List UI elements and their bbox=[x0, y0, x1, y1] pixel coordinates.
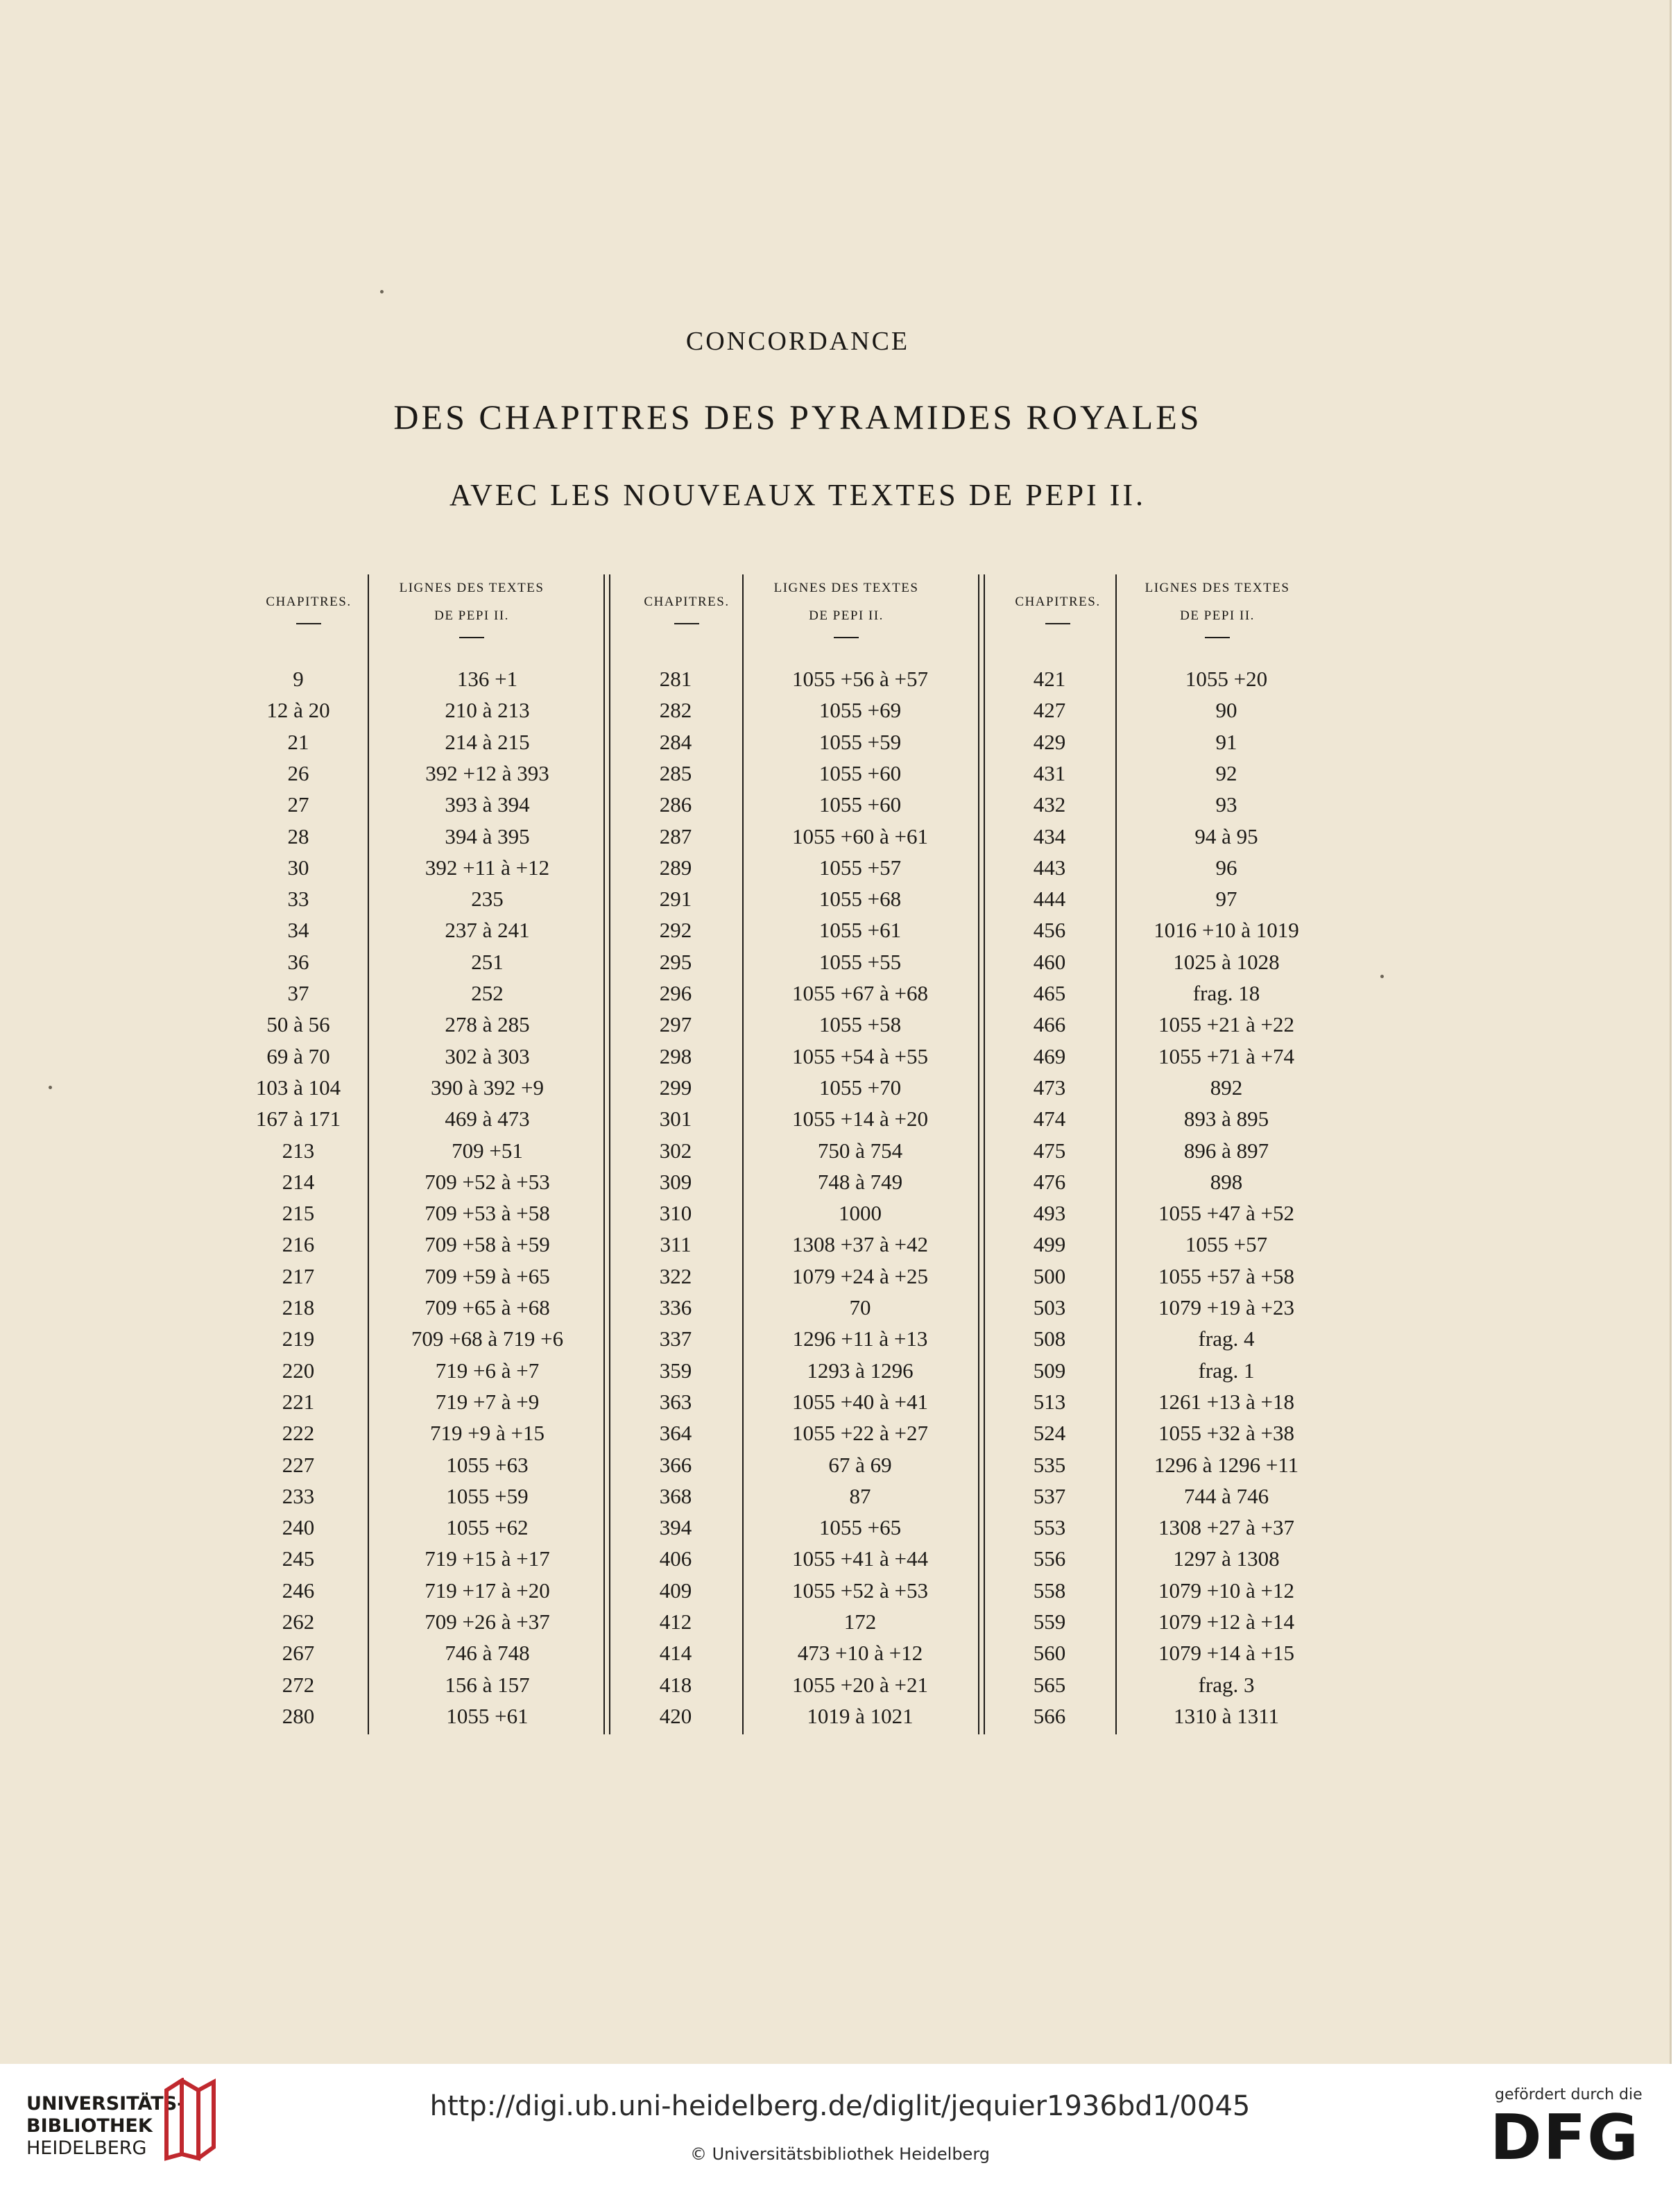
lignes-cell: 1055 +68 bbox=[818, 887, 902, 912]
document-subtitle: DES CHAPITRES DES PYRAMIDES ROYALES bbox=[393, 398, 1202, 436]
lignes-cell: 1293 à 1296 bbox=[807, 1358, 914, 1383]
chapitre-cell: 220 bbox=[282, 1358, 315, 1383]
chapitre-cell: 469 bbox=[1033, 1043, 1066, 1068]
lignes-cell: 70 bbox=[849, 1295, 871, 1320]
lignes-cell: 237 à 241 bbox=[445, 918, 530, 943]
lignes-cell: 709 +52 à +53 bbox=[425, 1169, 550, 1194]
chapitre-cell: 503 bbox=[1033, 1295, 1066, 1320]
lignes-cell: 252 bbox=[471, 981, 504, 1005]
chapitre-cell: 456 bbox=[1033, 918, 1066, 943]
chapitre-cell: 287 bbox=[659, 823, 692, 848]
chapitre-cell: 289 bbox=[659, 855, 692, 880]
lignes-cell: 1055 +65 bbox=[818, 1515, 902, 1540]
chapitre-cell: 524 bbox=[1033, 1421, 1066, 1446]
chapitre-cell: 473 bbox=[1033, 1075, 1066, 1100]
chapitre-cell: 537 bbox=[1033, 1483, 1066, 1508]
lignes-cell: 278 à 285 bbox=[445, 1012, 530, 1037]
lignes-cell: 893 à 895 bbox=[1183, 1107, 1269, 1132]
lignes-cell: 1055 +71 à +74 bbox=[1158, 1043, 1294, 1068]
lignes-cell: 97 bbox=[1215, 887, 1237, 912]
lignes-cell: 748 à 749 bbox=[817, 1169, 903, 1194]
lignes-cell: 1079 +14 à +15 bbox=[1158, 1641, 1294, 1666]
lignes-cell: 709 +59 à +65 bbox=[425, 1263, 550, 1288]
lignes-cell: 1016 +10 à 1019 bbox=[1154, 918, 1299, 943]
lignes-cell: 719 +9 à +15 bbox=[430, 1421, 545, 1446]
chapitre-cell: 295 bbox=[659, 949, 692, 974]
document-subtitle-2: AVEC LES NOUVEAUX TEXTES DE PEPI II. bbox=[449, 478, 1147, 512]
lignes-cell: 746 à 748 bbox=[445, 1641, 530, 1666]
chapitre-cell: 222 bbox=[282, 1421, 315, 1446]
chapitre-cell: 434 bbox=[1033, 823, 1066, 848]
lignes-cell: 235 bbox=[471, 887, 504, 912]
lignes-cell: 898 bbox=[1210, 1169, 1243, 1194]
lignes-cell: 1055 +56 à +57 bbox=[792, 667, 928, 691]
chapitre-cell: 219 bbox=[282, 1326, 315, 1351]
chapitre-cell: 292 bbox=[659, 918, 692, 943]
chapitre-cell: 336 bbox=[659, 1295, 692, 1320]
chapitre-cell: 34 bbox=[287, 918, 309, 943]
lignes-cell: 1055 +32 à +38 bbox=[1158, 1421, 1294, 1446]
lignes-cell: 1055 +41 à +44 bbox=[792, 1546, 928, 1571]
chapitre-cell: 302 bbox=[659, 1138, 692, 1163]
chapitre-cell: 309 bbox=[659, 1169, 692, 1194]
lignes-cell: 67 à 69 bbox=[828, 1452, 892, 1477]
lignes-cell: 96 bbox=[1215, 855, 1237, 880]
library-name-line: HEIDELBERG bbox=[26, 2137, 147, 2159]
chapitre-cell: 427 bbox=[1033, 698, 1066, 723]
chapitre-cell: 299 bbox=[659, 1075, 692, 1100]
chapitre-cell: 26 bbox=[287, 760, 309, 785]
concordance-table bbox=[225, 574, 1335, 1733]
copyright-notice: © Universitätsbibliothek Heidelberg bbox=[689, 2144, 990, 2164]
chapitre-cell: 558 bbox=[1033, 1578, 1066, 1603]
lignes-cell: 1055 +70 bbox=[818, 1075, 902, 1100]
lignes-cell: 1296 à 1296 +11 bbox=[1154, 1452, 1299, 1477]
lignes-cell: 1079 +10 à +12 bbox=[1158, 1578, 1294, 1603]
chapitre-cell: 12 à 20 bbox=[266, 698, 330, 723]
permalink-url[interactable]: http://digi.ub.uni-heidelberg.de/diglit/jequier1936bd1/0045 bbox=[429, 2090, 1251, 2122]
chapitre-cell: 215 bbox=[282, 1201, 315, 1226]
library-name-line: BIBLIOTHEK bbox=[26, 2115, 153, 2137]
chapitre-cell: 103 à 104 bbox=[255, 1075, 341, 1100]
lignes-cell: 719 +17 à +20 bbox=[425, 1578, 550, 1603]
lignes-cell: 1055 +20 à +21 bbox=[792, 1672, 928, 1697]
header-lignes: LIGNES DES TEXTES DE PEPI II. bbox=[371, 574, 572, 638]
lignes-cell: 214 à 215 bbox=[445, 729, 530, 754]
lignes-cell: 1261 +13 à +18 bbox=[1158, 1389, 1294, 1414]
lignes-cell: 1055 +60 bbox=[818, 792, 902, 817]
chapitre-cell: 272 bbox=[282, 1672, 315, 1697]
chapitre-cell: 297 bbox=[659, 1012, 692, 1037]
lignes-cell: 1019 à 1021 bbox=[807, 1703, 914, 1728]
chapitre-cell: 310 bbox=[659, 1201, 692, 1226]
lignes-cell: 1000 bbox=[839, 1201, 882, 1226]
chapitre-cell: 429 bbox=[1033, 729, 1066, 754]
lignes-cell: 172 bbox=[843, 1609, 877, 1634]
lignes-cell: 251 bbox=[471, 949, 504, 974]
lignes-cell: 719 +6 à +7 bbox=[435, 1358, 540, 1383]
chapitre-cell: 535 bbox=[1033, 1452, 1066, 1477]
lignes-cell: 302 à 303 bbox=[445, 1043, 530, 1068]
chapitre-cell: 227 bbox=[282, 1452, 315, 1477]
chapitre-cell: 553 bbox=[1033, 1515, 1066, 1540]
sponsor-label: gefördert durch die bbox=[1495, 2086, 1643, 2103]
lignes-cell: 1055 +58 bbox=[818, 1012, 902, 1037]
lignes-cell: 392 +12 à 393 bbox=[425, 760, 549, 785]
chapitre-cell: 368 bbox=[659, 1483, 692, 1508]
lignes-cell: 709 +65 à +68 bbox=[425, 1295, 550, 1320]
lignes-cell: 1055 +63 bbox=[446, 1452, 529, 1477]
lignes-cell: 390 à 392 +9 bbox=[431, 1075, 544, 1100]
chapitre-cell: 291 bbox=[659, 887, 692, 912]
chapitre-cell: 337 bbox=[659, 1326, 692, 1351]
chapitre-cell: 556 bbox=[1033, 1546, 1066, 1571]
chapitre-cell: 460 bbox=[1033, 949, 1066, 974]
document-title: CONCORDANCE bbox=[685, 327, 910, 356]
chapitre-cell: 414 bbox=[659, 1641, 692, 1666]
lignes-cell: 393 à 394 bbox=[445, 792, 530, 817]
lignes-cell: 90 bbox=[1215, 698, 1237, 723]
chapitre-cell: 432 bbox=[1033, 792, 1066, 817]
lignes-cell: 1055 +61 bbox=[818, 918, 902, 943]
lignes-cell: 1079 +12 à +14 bbox=[1158, 1609, 1294, 1634]
chapitre-cell: 560 bbox=[1033, 1641, 1066, 1666]
chapitre-cell: 240 bbox=[282, 1515, 315, 1540]
chapitre-cell: 30 bbox=[287, 855, 309, 880]
chapitre-cell: 267 bbox=[282, 1641, 315, 1666]
chapitre-cell: 566 bbox=[1033, 1703, 1066, 1728]
lignes-cell: 719 +15 à +17 bbox=[425, 1546, 550, 1571]
chapitre-cell: 27 bbox=[287, 792, 309, 817]
lignes-cell: 1055 +52 à +53 bbox=[792, 1578, 928, 1603]
chapitre-cell: 465 bbox=[1033, 981, 1066, 1005]
lignes-cell: 709 +58 à +59 bbox=[425, 1232, 550, 1257]
lignes-cell: 136 +1 bbox=[456, 667, 518, 691]
chapitre-cell: 221 bbox=[282, 1389, 315, 1414]
header-lignes: LIGNES DES TEXTES DE PEPI II. bbox=[746, 574, 947, 638]
chapitre-cell: 322 bbox=[659, 1263, 692, 1288]
lignes-cell: 709 +51 bbox=[452, 1138, 523, 1163]
chapitre-cell: 217 bbox=[282, 1263, 315, 1288]
lignes-cell: 1055 +62 bbox=[446, 1515, 529, 1540]
chapitre-cell: 311 bbox=[660, 1232, 692, 1257]
chapitre-cell: 218 bbox=[282, 1295, 315, 1320]
lignes-cell: 1055 +40 à +41 bbox=[792, 1389, 928, 1414]
lignes-cell: 1055 +21 à +22 bbox=[1158, 1012, 1294, 1037]
lignes-cell: 1055 +60 à +61 bbox=[792, 823, 928, 848]
chapitre-cell: 412 bbox=[659, 1609, 692, 1634]
lignes-cell: 1055 +59 bbox=[818, 729, 902, 754]
chapitre-cell: 363 bbox=[659, 1389, 692, 1414]
lignes-cell: 1055 +61 bbox=[446, 1703, 529, 1728]
chapitre-cell: 475 bbox=[1033, 1138, 1066, 1163]
chapitre-cell: 406 bbox=[659, 1546, 692, 1571]
lignes-cell: 719 +7 à +9 bbox=[435, 1389, 540, 1414]
chapitre-cell: 296 bbox=[659, 981, 692, 1005]
chapitre-cell: 366 bbox=[659, 1452, 692, 1477]
chapitre-cell: 9 bbox=[293, 667, 304, 691]
chapitre-cell: 167 à 171 bbox=[255, 1107, 341, 1132]
chapitre-cell: 214 bbox=[282, 1169, 315, 1194]
header-chapitres: CHAPITRES. bbox=[603, 588, 770, 624]
lignes-cell: 709 +68 à 719 +6 bbox=[411, 1326, 564, 1351]
library-name-line: UNIVERSITÄTS- bbox=[26, 2093, 185, 2115]
chapitre-cell: 474 bbox=[1033, 1107, 1066, 1132]
chapitre-cell: 394 bbox=[659, 1515, 692, 1540]
chapitre-cell: 280 bbox=[282, 1703, 315, 1728]
lignes-cell: 892 bbox=[1210, 1075, 1243, 1100]
chapitre-cell: 559 bbox=[1033, 1609, 1066, 1634]
chapitre-cell: 418 bbox=[659, 1672, 692, 1697]
chapitre-cell: 565 bbox=[1033, 1672, 1066, 1697]
chapitre-cell: 284 bbox=[659, 729, 692, 754]
lignes-cell: 1055 +57 bbox=[1185, 1232, 1268, 1257]
chapitre-cell: 285 bbox=[659, 760, 692, 785]
chapitre-cell: 233 bbox=[282, 1483, 315, 1508]
lignes-cell: 94 à 95 bbox=[1194, 823, 1258, 848]
lignes-cell: 93 bbox=[1215, 792, 1237, 817]
chapitre-cell: 245 bbox=[282, 1546, 315, 1571]
lignes-cell: 1308 +37 à +42 bbox=[792, 1232, 928, 1257]
lignes-cell: 87 bbox=[849, 1483, 871, 1508]
lignes-cell: frag. 3 bbox=[1198, 1672, 1255, 1697]
lignes-cell: 473 +10 à +12 bbox=[797, 1641, 923, 1666]
chapitre-cell: 431 bbox=[1033, 760, 1066, 785]
lignes-cell: 1055 +47 à +52 bbox=[1158, 1201, 1294, 1226]
lignes-cell: 1025 à 1028 bbox=[1173, 949, 1280, 974]
footer-bar bbox=[0, 2064, 1680, 2186]
lignes-cell: 1308 +27 à +37 bbox=[1158, 1515, 1294, 1540]
paper-speck bbox=[380, 290, 384, 293]
chapitre-cell: 513 bbox=[1033, 1389, 1066, 1414]
lignes-cell: 1310 à 1311 bbox=[1173, 1703, 1280, 1728]
lignes-cell: 1079 +19 à +23 bbox=[1158, 1295, 1294, 1320]
chapitre-cell: 262 bbox=[282, 1609, 315, 1634]
lignes-cell: 1055 +69 bbox=[818, 698, 902, 723]
header-chapitres: CHAPITRES. bbox=[975, 588, 1141, 624]
lignes-cell: 709 +26 à +37 bbox=[425, 1609, 550, 1634]
lignes-cell: 896 à 897 bbox=[1183, 1138, 1269, 1163]
chapitre-cell: 301 bbox=[659, 1107, 692, 1132]
lignes-cell: 744 à 746 bbox=[1183, 1483, 1269, 1508]
lignes-cell: 469 à 473 bbox=[445, 1107, 530, 1132]
column-rule bbox=[978, 574, 979, 1734]
chapitre-cell: 509 bbox=[1033, 1358, 1066, 1383]
chapitre-cell: 466 bbox=[1033, 1012, 1066, 1037]
lignes-cell: 1296 +11 à +13 bbox=[792, 1326, 928, 1351]
lignes-cell: 1055 +22 à +27 bbox=[792, 1421, 928, 1446]
lignes-cell: 750 à 754 bbox=[817, 1138, 903, 1163]
chapitre-cell: 37 bbox=[287, 981, 309, 1005]
lignes-cell: 1079 +24 à +25 bbox=[792, 1263, 928, 1288]
chapitre-cell: 282 bbox=[659, 698, 692, 723]
lignes-cell: 156 à 157 bbox=[445, 1672, 530, 1697]
chapitre-cell: 298 bbox=[659, 1043, 692, 1068]
chapitre-cell: 36 bbox=[287, 949, 309, 974]
header-lignes: LIGNES DES TEXTES DE PEPI II. bbox=[1117, 574, 1318, 638]
chapitre-cell: 499 bbox=[1033, 1232, 1066, 1257]
chapitre-cell: 281 bbox=[659, 667, 692, 691]
lignes-cell: 392 +11 à +12 bbox=[425, 855, 550, 880]
chapitre-cell: 493 bbox=[1033, 1201, 1066, 1226]
paper-speck bbox=[1380, 975, 1384, 978]
chapitre-cell: 246 bbox=[282, 1578, 315, 1603]
chapitre-cell: 33 bbox=[287, 887, 309, 912]
chapitre-cell: 420 bbox=[659, 1703, 692, 1728]
chapitre-cell: 500 bbox=[1033, 1263, 1066, 1288]
lignes-cell: 1055 +55 bbox=[818, 949, 902, 974]
lignes-cell: 1055 +57 à +58 bbox=[1158, 1263, 1294, 1288]
chapitre-cell: 359 bbox=[659, 1358, 692, 1383]
lignes-cell: 1055 +57 bbox=[818, 855, 902, 880]
chapitre-cell: 421 bbox=[1033, 667, 1066, 691]
chapitre-cell: 409 bbox=[659, 1578, 692, 1603]
lignes-cell: 394 à 395 bbox=[445, 823, 530, 848]
lignes-cell: frag. 1 bbox=[1198, 1358, 1255, 1383]
chapitre-cell: 364 bbox=[659, 1421, 692, 1446]
lignes-cell: 1055 +54 à +55 bbox=[792, 1043, 928, 1068]
chapitre-cell: 216 bbox=[282, 1232, 315, 1257]
chapitre-cell: 444 bbox=[1033, 887, 1066, 912]
chapitre-cell: 443 bbox=[1033, 855, 1066, 880]
chapitre-cell: 213 bbox=[282, 1138, 315, 1163]
chapitre-cell: 50 à 56 bbox=[266, 1012, 330, 1037]
chapitre-cell: 69 à 70 bbox=[266, 1043, 330, 1068]
lignes-cell: frag. 4 bbox=[1198, 1326, 1255, 1351]
lignes-cell: 709 +53 à +58 bbox=[425, 1201, 550, 1226]
lignes-cell: 210 à 213 bbox=[445, 698, 530, 723]
chapitre-cell: 28 bbox=[287, 823, 309, 848]
column-rule bbox=[603, 574, 605, 1734]
chapitre-cell: 508 bbox=[1033, 1326, 1066, 1351]
header-chapitres: CHAPITRES. bbox=[225, 588, 392, 624]
chapitre-cell: 286 bbox=[659, 792, 692, 817]
lignes-cell: frag. 18 bbox=[1192, 981, 1260, 1005]
lignes-cell: 1055 +14 à +20 bbox=[792, 1107, 928, 1132]
lignes-cell: 1055 +60 bbox=[818, 760, 902, 785]
paper-speck bbox=[49, 1086, 52, 1089]
lignes-cell: 1055 +20 bbox=[1185, 667, 1268, 691]
lignes-cell: 91 bbox=[1215, 729, 1237, 754]
lignes-cell: 1055 +59 bbox=[446, 1483, 529, 1508]
chapitre-cell: 476 bbox=[1033, 1169, 1066, 1194]
lignes-cell: 92 bbox=[1215, 760, 1237, 785]
lignes-cell: 1055 +67 à +68 bbox=[792, 981, 928, 1005]
dfg-logo: DFG bbox=[1490, 2101, 1640, 2174]
lignes-cell: 1297 à 1308 bbox=[1173, 1546, 1280, 1571]
chapitre-cell: 21 bbox=[287, 729, 309, 754]
